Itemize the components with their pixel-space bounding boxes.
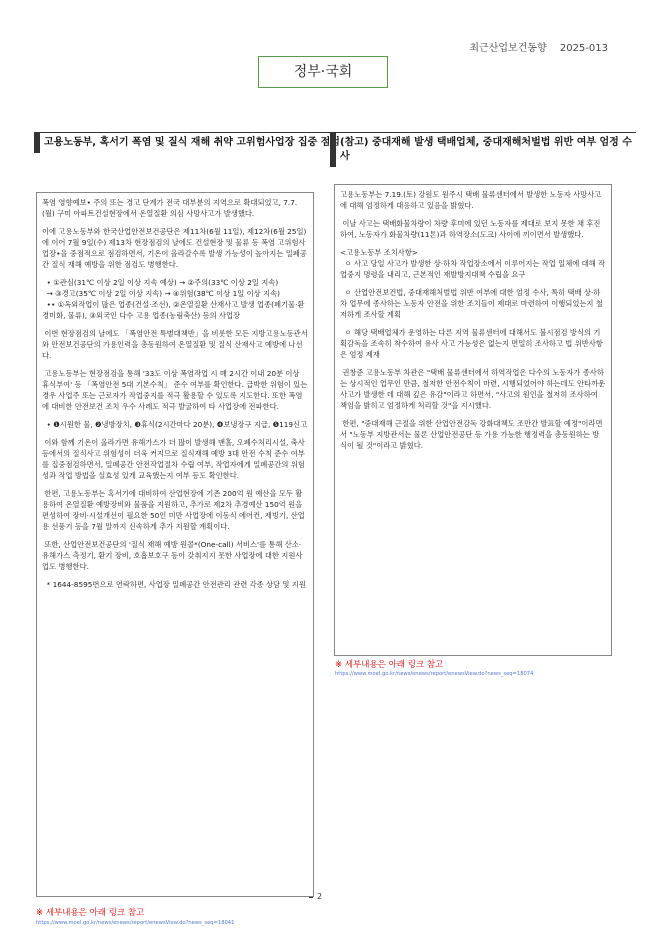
paragraph: 이에 고용노동부와 한국산업안전보건공단은 제11차(6월 11일), 제12차(6월 25일)에 이어 7월 9일(수) 제13차 현장점검의 날에도 건설현장 및 물류 등 폭염 고위험사업장•을 중점적으로 점검하면서, 기온이 올라갈수록 발생 가능성이 높아지는 밀폐공간 질식 재해 예방을 위한 점검도 병행한다. (42, 227, 307, 269)
paragraph: 이와 함께 기온이 올라가면 유해가스가 더 많이 발생해 맨홀, 오폐수처리시설, 축사 등에서의 질식사고 위험성이 더욱 커지므로 질식재해 예방 3대 안전 수칙 준수 여부를 집중점검하면서, 밀폐공간 안전작업절차 수립 여부, 작업자에게 밀폐공간의 위험성과 작업 방법을 실효성 있게 교육했는지 여부 등도 확인한다. (42, 438, 308, 480)
page-header (459, 39, 608, 54)
paragraph: 이날 사고는 택배화물차량이 차량 후미에 있던 노동자를 제대로 보지 못한 채 후진하여, 노동자가 화물차량(11톤)과 하역장소(도크) 사이에 끼이면서 발생했다. (340, 219, 601, 239)
right-article-body (334, 184, 612, 656)
right-reference-note: ※ 세부내용은 아래 링크 참고 (335, 660, 444, 670)
paragraph: 또한, 산업안전보건공단의 '질식 재해 예방 원콜*(One-call) 서비스'를 통해 산소·유해가스 측정기, 환기 장비, 호흡보호구 등이 갖춰지지 못한 사업장에 대한 지원사업도 병행한다. (42, 540, 303, 571)
paragraph: • ①관심(31℃ 이상 2일 이상 지속 예상) → ②주의(33℃ 이상 2일 지속) → ③경고(35℃ 이상 2일 이상 지속) → ④위험(38℃ 이상 1일 이상 지속) •• ①옥외작업이 많은 업종(건설·조선), ②온열질환 산재사고 발생 업종(폐기물·환경미화, 물류), ③외국인 다수 고용 업종(농림축산) 등의 사업장 (42, 278, 305, 320)
right-article-title: (참고) 중대재해 발생 택배업체, 중대재해처벌법 위반 여부 엄정 수사 (330, 132, 636, 167)
paragraph: • ❶시원한 물, ❷냉방장치, ❸휴식(2시간마다 20분), ❹보냉장구 지급, ❺119신고 (42, 420, 308, 429)
right-reference-link[interactable]: https://www.moel.go.kr/news/enews/report/enewsView.do?news_seq=18074 (335, 671, 534, 677)
publication-name: 최근산업보건동향 (469, 43, 547, 54)
paragraph: 한편, 고용노동부는 혹서기에 대비하여 산업현장에 기존 200억 원 예산을 모두 활용하여 온열질환 예방장비와 물품을 지원하고, 추가로 제2차 추경예산 150억 원을 편성하여 장비·시설개선이 필요한 50인 미만 사업장에 이동식 에어컨, 제빙기, 산업용 선풍기 등을 7월 말까지 신속하게 추가 지원할 계획이다. (42, 489, 305, 531)
paragraph: ㅇ 해당 택배업체가 운영하는 다른 지역 물류센터에 대해서도 불시점검 방식의 기획감독을 조속히 착수하여 유사 사고 가능성은 없는지 면밀히 조사하고 법 위반사항은 엄정 제재 (340, 328, 603, 359)
left-reference-note: ※ 세부내용은 아래 링크 참고 (36, 908, 145, 918)
page-number: 2 (317, 892, 323, 901)
issue-number: 2025-013 (559, 43, 608, 54)
paragraph: 권창준 고용노동부 차관은 "택배 물류센터에서 하역작업은 다수의 노동자가 종사하는 상시적인 업무인 만큼, 철저한 안전수칙이 마련, 시행되었어야 하는데도 안타까운 사고가 발생한 데 대해 깊은 유감"이라고 하면서, "사고의 원인을 철저히 조사하여 책임을 밝히고 엄정하게 처리할 것"을 지시했다. (340, 368, 608, 410)
paragraph: 고용노동부는 7.19.(토) 강원도 원주시 택배 물류센터에서 발생한 노동자 사망사고에 대해 엄정하게 대응하고 있음을 밝혔다. (340, 190, 602, 210)
left-article-title: 고용노동부, 혹서기 폭염 및 질식 재해 취약 고위험사업장 집중 점검 (34, 132, 340, 153)
paragraph: * 1644-8595번으로 연락하면, 사업장 밀폐공간 안전관리 관련 각종 상담 및 지원 (42, 580, 306, 589)
left-reference-link[interactable]: https://www.moel.go.kr/news/enews/report/enewsView.do?news_seq=18041 (36, 920, 235, 926)
section-tag: 정부·국회 (258, 56, 388, 88)
paragraph: 한편, "중대재해 근절을 위한 산업안전감독 강화대책도 조만간 발표할 예정"이라면서 "노동부 지방관서는 물론 산업안전공단 등 가용 가능한 행정력을 총동원하는 방식이 될 것"이라고 밝혔다. (340, 419, 603, 450)
paragraph: 고용노동부는 현장점검을 통해 '33도 이상 폭염작업 시 매 2시간 이내 20분 이상 휴식부여' 등 「폭염안전 5대 기본수칙」 준수 여부를 확인한다. 급박한 위험이 있는 경우 사업주 또는 근로자가 작업중지를 적극 활용할 수 있도록 지도한다. 또한 폭염에 대비한 안전보건 조치 우수 사례도 적극 발굴하여 타 사업장에 전파한다. (42, 369, 310, 411)
paragraph: <고용노동부 조치사항> ㅇ 사고 당일 사고가 발생한 상·하차 작업장소에서 이루어지는 작업 일체에 대해 작업중지 명령을 내리고, 근본적인 재발방지대책 수립을 요구 (340, 248, 606, 279)
paragraph: ㅇ 산업안전보건법, 중대재해처벌법 위반 여부에 대한 엄정 수사, 특히 택배 상·하차 업무에 종사하는 노동자 안전을 위한 조치들이 제대로 마련하여 이행되었는지 철저하게 조사할 계획 (340, 288, 603, 319)
paragraph: 폭염 영향예보• 주의 또는 경고 단계가 전국 대부분의 지역으로 확대되었고, 7.7.(월) 구미 아파트건설현장에서 온열질환 의심 사망사고가 발생했다. (42, 198, 298, 218)
left-article-body (36, 192, 314, 897)
paragraph: 이번 현장점검의 날에도 「폭염안전 특별대책반」을 비롯한 모든 지방고용노동관서와 안전보건공단의 가용인력을 총동원하여 온열질환 및 질식 산재사고 예방에 나선다. (42, 329, 308, 360)
